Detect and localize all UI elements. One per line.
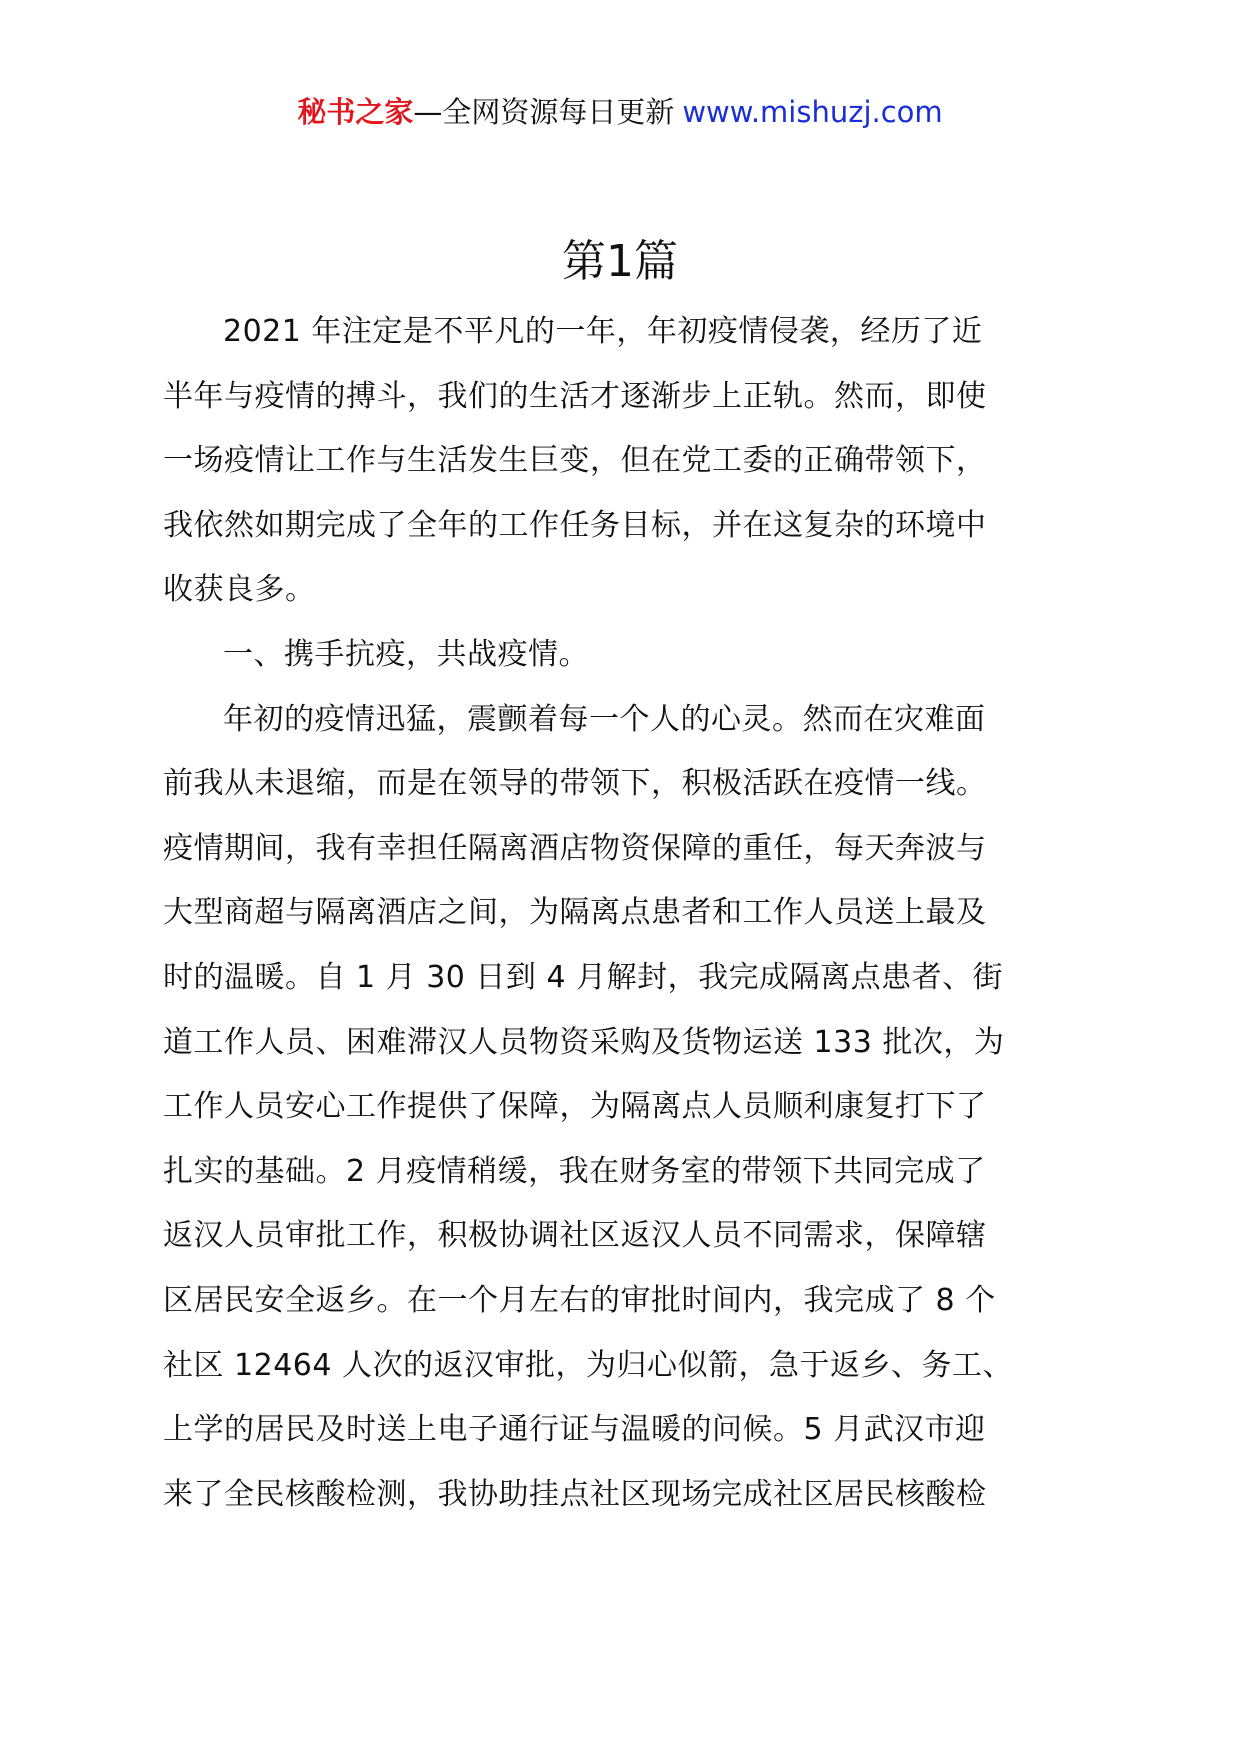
text-line: 扎实的基础。2 月疫情稍缓，我在财务室的带领下共同完成了 [163,1153,986,1189]
text-line: 收获良多。 [163,572,316,608]
site-header [0,92,1240,132]
paragraph-intro [163,300,1085,623]
text-line: 一、携手抗疫，共战疫情。 [223,636,589,672]
text-line: 我依然如期完成了全年的工作任务目标，并在这复杂的环境中 [163,507,987,543]
section-heading [163,623,1085,688]
text-line: 工作人员安心工作提供了保障，为隔离点人员顺利康复打下了 [163,1089,987,1125]
text-line: 一场疫情让工作与生活发生巨变，但在党工委的正确带领下， [163,443,987,479]
site-slogan: —全网资源每日更新 [413,95,675,129]
text-line: 区居民安全返乡。在一个月左右的审批时间内，我完成了 8 个 [163,1282,996,1318]
text-line: 来了全民核酸检测，我协助挂点社区现场完成社区居民核酸检 [163,1476,987,1512]
text-line: 道工作人员、困难滞汉人员物资采购及货物运送 133 批次，为 [163,1024,1005,1060]
text-line: 社区 12464 人次的返汉审批，为归心似箭，急于返乡、务工、 [163,1347,1014,1383]
text-line: 半年与疫情的搏斗，我们的生活才逐渐步上正轨。然而，即使 [163,378,987,414]
text-line: 返汉人员审批工作，积极协调社区返汉人员不同需求，保障辖 [163,1218,987,1254]
article-body [163,300,1085,1527]
text-line: 时的温暖。自 1 月 30 日到 4 月解封，我完成隔离点患者、街 [163,959,1004,995]
text-line: 上学的居民及时送上电子通行证与温暖的问候。5 月武汉市迎 [163,1412,986,1448]
text-line: 年初的疫情迅猛，震颤着每一个人的心灵。然而在灾难面 [223,701,986,737]
text-line: 疫情期间，我有幸担任隔离酒店物资保障的重任，每天奔波与 [163,830,987,866]
text-line: 前我从未退缩，而是在领导的带领下，积极活跃在疫情一线。 [163,766,987,802]
site-brand: 秘书之家 [297,95,414,129]
paragraph-section-one [163,688,1085,1528]
site-url-link[interactable]: www.mishuzj.com [682,95,943,129]
article-title: 第1篇 [562,236,678,287]
text-line: 大型商超与隔离酒店之间，为隔离点患者和工作人员送上最及 [163,895,987,931]
text-line: 2021 年注定是不平凡的一年，年初疫情侵袭，经历了近 [223,314,983,349]
